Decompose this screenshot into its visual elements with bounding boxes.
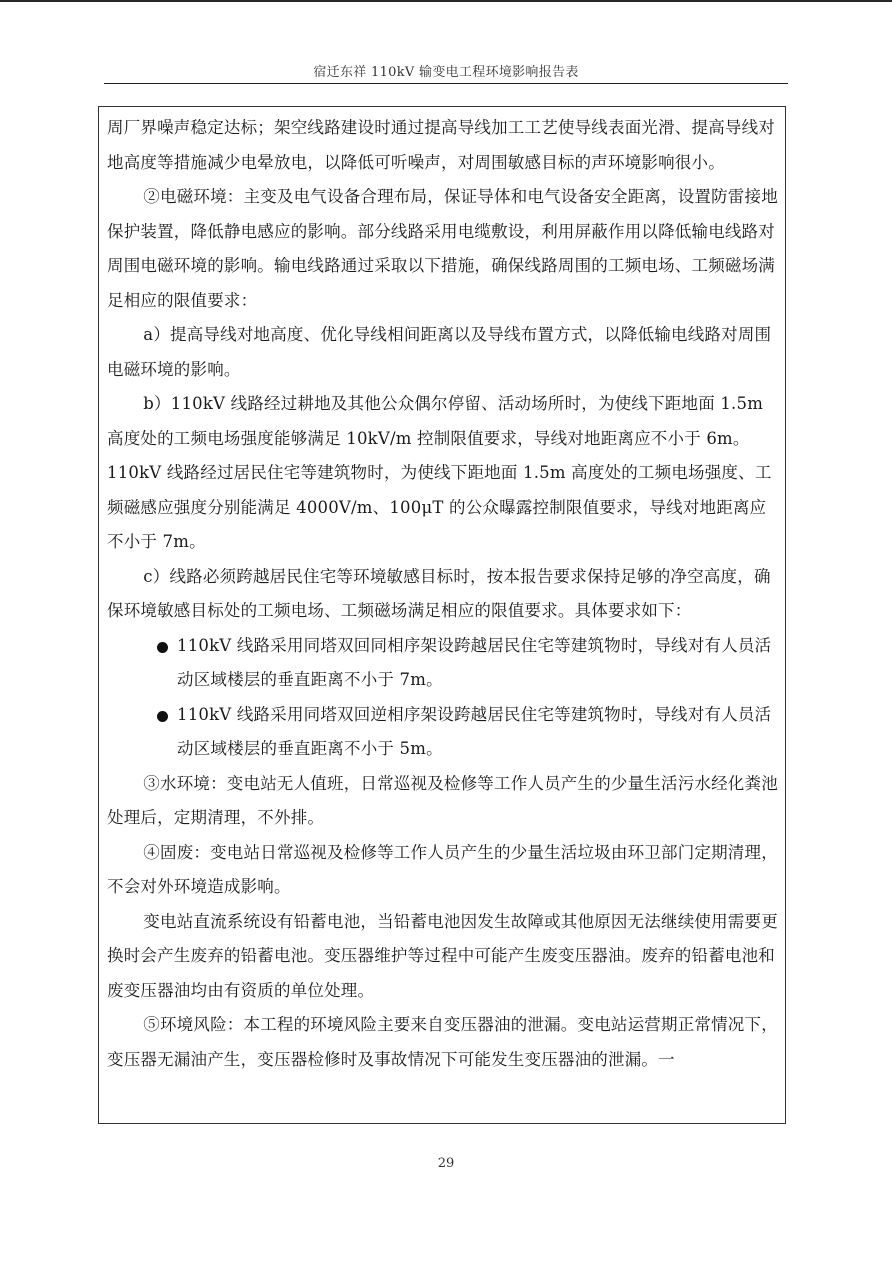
page-top-border [0, 0, 892, 2]
bullet-dot-icon [157, 711, 168, 722]
bullet-text: 110kV 线路采用同塔双回逆相序架设跨越居民住宅等建筑物时，导线对有人员活动区域楼层的垂直距离不小于 5m。 [177, 704, 772, 758]
paragraph-solid-waste: ④固废：变电站日常巡视及检修等工作人员产生的少量生活垃圾由环卫部门定期清理，不会对外环境造成影响。 [107, 842, 778, 896]
bullet-dot-icon [157, 642, 168, 653]
content-frame [98, 106, 786, 1124]
paragraph-water-environment: ③水环境：变电站无人值班，日常巡视及检修等工作人员产生的少量生活污水经化粪池处理后，定期清理，不外排。 [107, 773, 778, 827]
paragraph-noise-continuation: 周厂界噪声稳定达标；架空线路建设时通过提高导线加工工艺使导线表面光滑、提高导线对地高度等措施减少电晕放电，以降低可听噪声，对周围敏感目标的声环境影响很小。 [107, 118, 775, 172]
paragraph-environmental-risk: ⑤环境风险：本工程的环境风险主要来自变压器油的泄漏。变电站运营期正常情况下，变压器无漏油产生，变压器检修时及事故情况下可能发生变压器油的泄漏。一 [107, 1015, 778, 1069]
page-number: 29 [437, 1156, 455, 1171]
paragraph-measure-b: b）110kV 线路经过耕地及其他公众偶尔停留、活动场所时，为使线下距地面 1.5m 高度处的工频电场强度能够满足 10kV/m 控制限值要求，导线对地距离应不小于 6m。110kV 线路经过居民住宅等建筑物时，为使线下距地面 1.5m 高度处的工频电场强度、工频磁感应强度分别能满足 4000V/m、100μT 的公众曝露控制限值要求，导线对地距离应不小于 7m。 [107, 394, 772, 551]
content-body [107, 111, 781, 1077]
document-header-title: 宿迁东祥 110kV 输变电工程环境影响报告表 [313, 65, 579, 80]
paragraph-battery-and-oil: 变电站直流系统设有铅蓄电池，当铅蓄电池因发生故障或其他原因无法继续使用需要更换时会产生废弃的铅蓄电池。变压器维护等过程中可能产生废变压器油。废弃的铅蓄电池和废变压器油均由有资质的单位处理。 [107, 911, 778, 1000]
paragraph-measure-a: a）提高导线对地高度、优化导线相间距离以及导线布置方式，以降低输电线路对周围电磁环境的影响。 [107, 325, 772, 379]
bullet-item-same-phase [107, 629, 781, 698]
bullet-item-reverse-phase [107, 698, 781, 767]
paragraph-measure-c: c）线路必须跨越居民住宅等环境敏感目标时，按本报告要求保持足够的净空高度，确保环境敏感目标处的工频电场、工频磁场满足相应的限值要求。具体要求如下： [107, 566, 771, 620]
bullet-text: 110kV 线路采用同塔双回同相序架设跨越居民住宅等建筑物时，导线对有人员活动区域楼层的垂直距离不小于 7m。 [177, 635, 772, 689]
paragraph-electromagnetic-environment: ②电磁环境：主变及电气设备合理布局，保证导体和电气设备安全距离，设置防雷接地保护装置，降低静电感应的影响。部分线路采用电缆敷设，利用屏蔽作用以降低输电线路对周围电磁环境的影响。输电线路通过采取以下措施，确保线路周围的工频电场、工频磁场满足相应的限值要求： [107, 187, 778, 310]
header-rule [104, 83, 788, 84]
